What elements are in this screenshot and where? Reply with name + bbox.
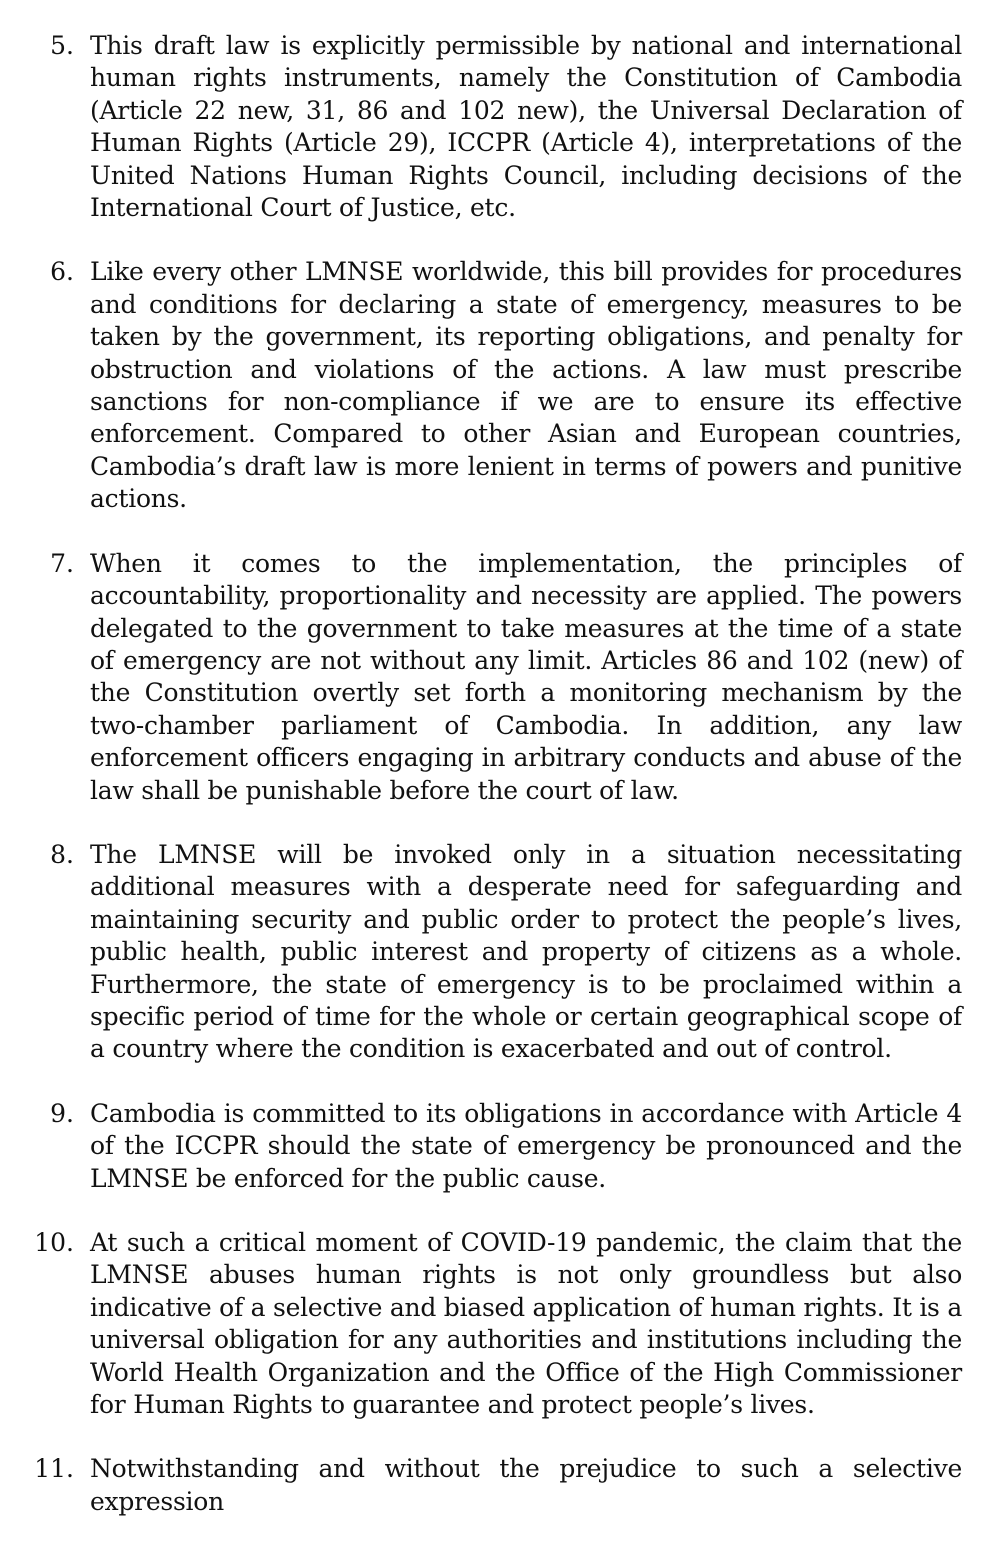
item-number: 8. [50, 839, 74, 869]
list-item-8 [0, 839, 1000, 1066]
item-text: Notwithstanding and without the prejudice to such a selective expression [90, 1454, 962, 1516]
paragraph-gap [0, 807, 1000, 839]
list-item-5 [0, 30, 1000, 224]
item-number: 10. [34, 1228, 74, 1257]
item-number: 11. [34, 1454, 74, 1484]
item-text: When it comes to the implementation, the principles of accountability, proportionality and necessity are applied. The powers delegated to the government to take measures at the time of a state of emergency are not without any limit. Articles 86 and 102 (new) of the Constitution overtly set forth a monitoring mechanism by the two-chamber parliament of Cambodia. In addition, any law enforcement officers engaging in arbitrary conducts and abuse of the law shall be punishable before the court of law. [90, 548, 962, 805]
item-text: This draft law is explicitly permissible by national and international human rights instruments, namely the Constitution of Cambodia (Article 22 new, 31, 86 and 102 new), the Universal Declaration of Human Rights (Article 29), ICCPR (Article 4), interpretations of the United Nations Human Rights Council, including decisions of the International Court of Justice, etc. [90, 31, 962, 223]
paragraph-gap [0, 516, 1000, 548]
paragraph-gap [0, 224, 1000, 256]
item-number: 5. [50, 31, 74, 60]
item-text: At such a critical moment of COVID-19 pandemic, the claim that the LMNSE abuses human rights is not only groundless but also indicative of a selective and biased application of human rights. It is a universal obligation for any authorities and institutions including the World Health Organization and the Office of the High Commissioner for Human Rights to guarantee and protect people’s lives. [90, 1228, 962, 1420]
list-item-6 [0, 256, 1000, 515]
list-item-10 [0, 1227, 1000, 1421]
paragraph-gap [0, 1421, 1000, 1453]
item-text: Cambodia is committed to its obligations in accordance with Article 4 of the ICCPR should the state of emergency be pronounced and the LMNSE be enforced for the public cause. [90, 1098, 962, 1193]
document-page [0, 30, 1000, 1518]
list-item-9 [0, 1098, 1000, 1195]
paragraph-gap [0, 1195, 1000, 1227]
paragraph-gap [0, 1066, 1000, 1098]
item-number: 7. [50, 548, 74, 578]
item-text: The LMNSE will be invoked only in a situation necessitating additional measures with a desperate need for safeguarding and maintaining security and public order to protect the people’s lives, public health, public interest and property of citizens as a whole. Furthermore, the state of emergency is to be proclaimed within a specific period of time for the whole or certain geographical scope of a country where the condition is exacerbated and out of control. [90, 839, 962, 1064]
list-item-7 [0, 548, 1000, 807]
item-number: 6. [50, 257, 74, 287]
item-text: Like every other LMNSE worldwide, this bill provides for procedures and conditions for declaring a state of emergency, measures to be taken by the government, its reporting obligations, and penalty for obstruction and violations of the actions. A law must prescribe sanctions for non-compliance if we are to ensure its effective enforcement. Compared to other Asian and European countries, Cambodia’s draft law is more lenient in terms of powers and punitive actions. [90, 257, 962, 514]
list-item-11 [0, 1453, 1000, 1518]
item-number: 9. [50, 1098, 74, 1128]
